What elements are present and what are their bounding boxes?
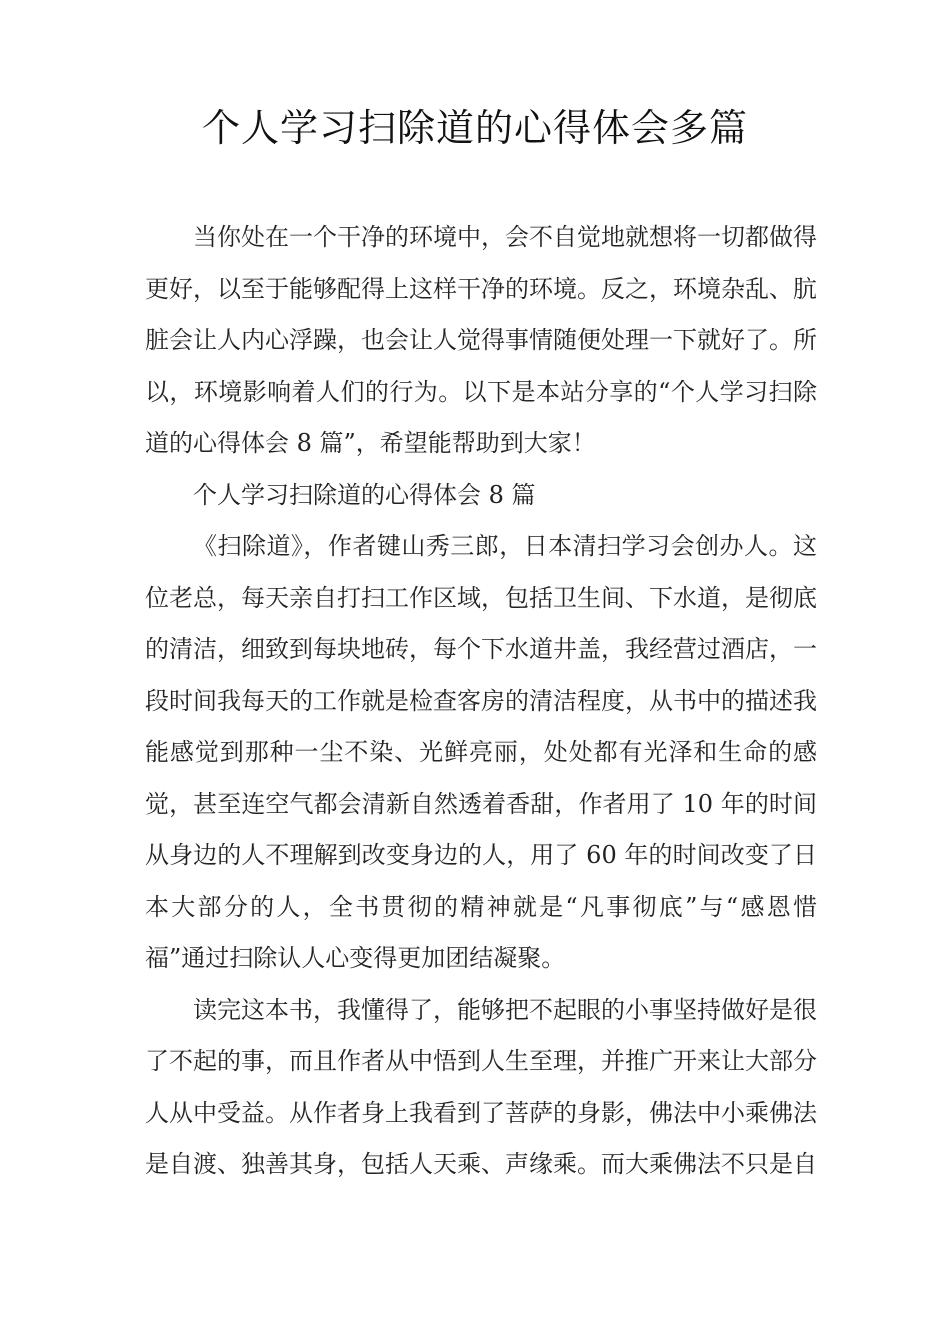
document-body: [145, 212, 817, 1191]
paragraph-book-summary: 《扫除道》，作者键山秀三郎，日本清扫学习会创办人。这位老总，每天亲自打扫工作区域，包括卫生间、下水道，是彻底的清洁，细致到每块地砖，每个下水道井盖，我经营过酒店，一段时间我每天的工作就是检查客房的清洁程度，从书中的描述我能感觉到那种一尘不染、光鲜亮丽，处处都有光泽和生命的感觉，甚至连空气都会清新自然透着香甜，作者用了 10 年的时间从身边的人不理解到改变身边的人，用了 60 年的时间改变了日本大部分的人，全书贯彻的精神就是“凡事彻底”与“感恩惜福”通过扫除认人心变得更加团结凝聚。: [145, 532, 817, 972]
paragraph-intro: 当你处在一个干净的环境中，会不自觉地就想将一切都做得更好，以至于能够配得上这样干净的环境。反之，环境杂乱、肮脏会让人内心浮躁，也会让人觉得事情随便处理一下就好了。所以，环境影响着人们的行为。以下是本站分享的“个人学习扫除道的心得体会 8 篇”，希望能帮助到大家！: [145, 223, 817, 457]
paragraph-reflection: 读完这本书，我懂得了，能够把不起眼的小事坚持做好是很了不起的事，而且作者从中悟到人生至理，并推广开来让大部分人从中受益。从作者身上我看到了菩萨的身影，佛法中小乘佛法是自渡、独善其身，包括人天乘、声缘乘。而大乘佛法不只是自: [145, 995, 817, 1178]
paragraph-subheading: 个人学习扫除道的心得体会 8 篇: [193, 480, 536, 509]
document-title: 个人学习扫除道的心得体会多篇: [201, 106, 748, 150]
